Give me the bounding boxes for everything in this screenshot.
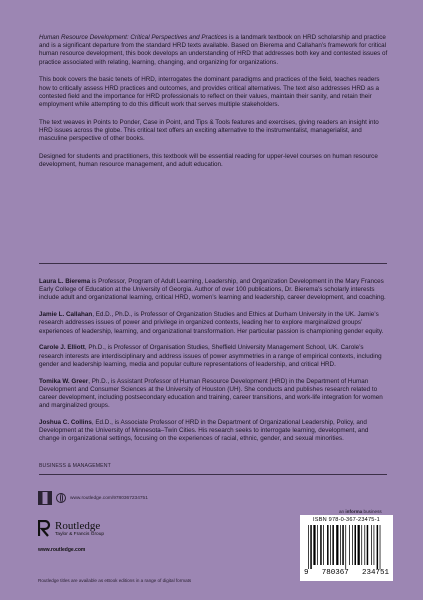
author-name: Tomika W. Greer [39,377,89,385]
barcode-bar [332,525,334,565]
barcode-bar [320,525,322,565]
barcode-bar [366,525,368,565]
intro-paragraph-1 [39,34,391,67]
author-name: Laura L. Bierema [39,278,91,285]
author-bio-text: , Ph.D., is Professor of Organisation Studies, Sheffield University Management School, UK. Carole’s research interests are interdisciplinary and address issues of power asymmetries in a range of empirical contexts, including gender and leadership learning, media and popular culture representations of leadership, and critical HRD. [39,344,382,368]
barcode-digits [304,569,389,577]
publisher-name: Routledge [55,520,101,532]
author-name: Carole J. Elliott [39,344,85,352]
barcode-bar [336,525,338,565]
barcode-bar [376,525,378,569]
author-name: Jamie L. Callahan [39,311,93,319]
book-url[interactable]: www.routledge.com/9780367234751 [70,495,148,501]
barcode-digit-group-2: 234751 [361,569,389,577]
author-bio-text: is Professor, Program of Adult Learning, Leadership, and Organization Development in the Mary Frances Early College of Education at the University of Georgia. Author of over 100 publications, Dr. Bierema’s scholarly interests include adult and organizational learning, critical HRD, women’s learning and leadership, career development, and coaching. [39,278,386,302]
intro-paragraph-3: The text weaves in Points to Ponder, Case in Point, and Tips & Tools features and exercises, giving readers an insight into HRD issues across the globe. This critical text offers an exciting alternative to the instrumentalist, managerialist, and masculine perspective of other books. [39,118,379,143]
globe-icon [56,493,66,503]
author-bio [39,378,389,411]
barcode-bar [364,525,365,565]
barcode-bar [345,525,346,569]
intro-paragraph-1-text: is a landmark textbook on HRD scholarship and practice and is a significant departure from the standard HRD texts available. Based on Bierema and Callahan’s framework for critical human resource development, this book develops an understanding of HRD that addresses both key and contested issues of practice associated with relating, learning, changing, and organizing for organizations. [39,34,388,66]
barcode-bar [323,525,324,565]
ebook-note: Routledge titles are available as eBook editions in a range of digital formats [38,578,192,583]
intro-paragraph-4: Designed for students and practitioners, this textbook will be essential reading for upper-level courses on human resource development, human resource management, and adult education. [39,152,378,168]
description [39,34,391,179]
informa-brand: informa [345,509,363,514]
barcode-bar [340,525,341,565]
barcode-bar [317,525,318,565]
barcode-panel [300,515,393,581]
publisher-url[interactable]: www.routledge.com [38,547,86,553]
barcode-bar [342,525,344,565]
barcode-bar [330,525,331,565]
routledge-logo-icon [38,520,51,537]
web-link-row [38,491,148,505]
barcode-bar [349,525,350,565]
author-bio-text: , Ph.D., is Assistant Professor of Human Resource Development (HRD) in the Department of Human Development and Consumer Sciences at the University of Houston (UH). She conducts and publishes research related to career development, including postsecondary education and training, career transitions, and work-life integration for women and marginalized groups. [39,377,383,410]
author-bio-text: , Ed.D., is Associate Professor of HRD in the Department of Organizational Leadership, Policy, and Development at the University of Minnesota–Twin Cities. His research seeks to interrogate learning, development, and change in organizational settings, focusing on the experiences of racial, ethnic, gender, and sexual minorities. [39,419,369,443]
barcode-digit-group-1: 780367 [321,569,349,577]
divider-top [39,263,387,264]
qr-code-icon [38,491,52,505]
subject-category: BUSINESS & MANAGEMENT [39,463,111,469]
author-name: Joshua C. Collins [39,419,92,427]
author-bio [39,344,389,369]
barcode-bar [352,525,353,565]
author-bio [39,419,389,444]
divider-bottom [39,474,387,475]
barcode-bar [313,525,315,565]
isbn-label: ISBN 978-0-367-23475-1 [313,517,380,523]
barcode-digit-first: 9 [304,569,309,577]
publisher-logo [38,520,104,538]
author-bio-text: , Ed.D., Ph.D., is Professor of Organization Studies and Ethics at Durham University in the UK. Jamie’s research addresses issues of power and privilege in organized contexts, leading her to explore marginalized groups’ experiences of leadership, learning, and organizational transformation. Her particular passion is championing gender equity. [39,311,384,335]
publisher-subtitle: Taylor & Francis Group [55,532,105,537]
barcode-bar [371,525,372,565]
informa-prefix: an [339,509,346,514]
barcode-bar [361,525,362,565]
barcode-bar [327,525,329,565]
barcode-bar [308,525,309,569]
barcode-bar [354,525,356,565]
book-title: Human Resource Development: Critical Perspectives and Practices [39,34,228,41]
barcode-bar [310,525,312,569]
barcode-icon [306,525,388,569]
barcode-bar [373,525,374,565]
barcode-bar [357,525,359,565]
author-bio [39,278,389,303]
informa-business-line [339,509,382,514]
intro-paragraph-2: This book covers the basic tenets of HRD, interrogates the dominant paradigms and practices of the field, teaches readers how to critically assess HRD practices and outcomes, and provides critical alternatives. The text also addresses HRD as a contested field and the importance for HRD professionals to reflect on their values, maintain their sanity, and retain their employment while attempting to do this difficult work that serves multiple stakeholders. [39,76,380,108]
barcode-bar [379,525,380,569]
author-bios [39,278,389,452]
author-bio [39,311,389,336]
informa-suffix: business [362,509,382,514]
